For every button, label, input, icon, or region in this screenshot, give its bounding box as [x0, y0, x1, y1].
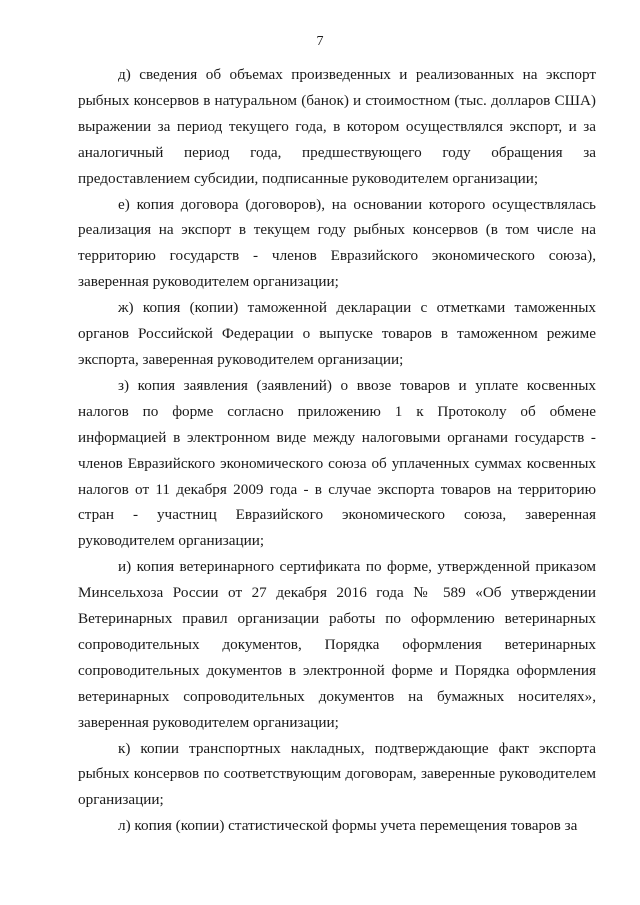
paragraph-i: и) копия ветеринарного сертификата по форме, утвержденной приказом Минсельхоза России от 27 декабря 2016 года № 589 «Об утверждении Ветеринарных правил организации работы по оформлению ветеринарных сопроводительных документов, Порядка оформления ветеринарных сопроводительных документов в электронной форме и Порядка оформления ветеринарных сопроводительных документов на бумажных носителях», заверенная руководителем организации;	[78, 558, 596, 731]
paragraph-k: к) копии транспортных накладных, подтверждающие факт экспорта рыбных консервов по соответствующим договорам, заверенные руководителем организации;	[78, 739, 596, 809]
paragraph-e: е) копия договора (договоров), на основании которого осуществлялась реализация на экспорт в текущем году рыбных консервов (в том числе на территорию государств - членов Евразийского экономического союза), заверенная руководителем организации;	[78, 195, 596, 291]
paragraph-z: з) копия заявления (заявлений) о ввозе товаров и уплате косвенных налогов по форме согласно приложению 1 к Протоколу об обмене информацией в электронном виде между налоговыми органами государств - членов Евразийского экономического союза об уплаченных суммах косвенных налогов от 11 декабря 2009 года - в случае экспорта товаров на территорию стран - участниц Евразийского экономического союза, заверенная руководителем организации;	[78, 376, 596, 550]
document-body	[78, 62, 596, 839]
page-number: 7	[316, 34, 324, 49]
paragraph-zh: ж) копия (копии) таможенной декларации с отметками таможенных органов Российской Федерации о выпуске товаров в таможенном режиме экспорта, заверенная руководителем организации;	[78, 299, 596, 368]
paragraph-d: д) сведения об объемах произведенных и реализованных на экспорт рыбных консервов в натуральном (банок) и стоимостном (тыс. долларов США) выражении за период текущего года, в котором осуществлялся экспорт, и за аналогичный период года, предшествующего году обращения за предоставлением субсидии, подписанные руководителем организации;	[78, 66, 596, 187]
paragraph-l: л) копия (копии) статистической формы учета перемещения товаров за	[118, 817, 578, 835]
